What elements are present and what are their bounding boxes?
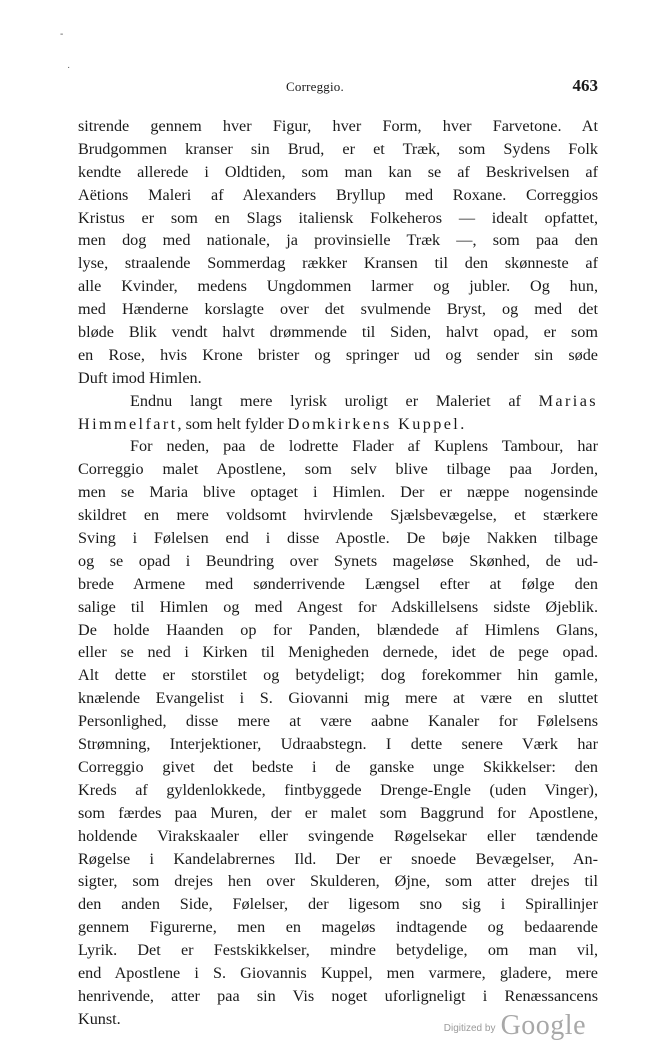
text-line: den anden Side, Følelser, der ligesom sno sig i Spirallinjer: [78, 895, 598, 914]
paragraph-3: [78, 435, 598, 1030]
text-line: De holde Haanden op for Panden, blændede af Himlens Glans,: [78, 620, 598, 639]
text-line: med Hænderne korslagte over det svulmende Bryst, og med det: [78, 300, 598, 319]
page-header: [78, 76, 598, 98]
text-line: Alt dette er storstilet og betydeligt; dog forekommer hin gamle,: [78, 666, 598, 685]
text-line: Personlighed, disse mere at være aabne Kanaler for Følelsens: [78, 712, 598, 731]
text-line: Lyrik. Det er Festskikkelser, mindre betydelige, om man vil,: [78, 941, 598, 960]
text-line: bløde Blik vendt halvt drømmende til Siden, halvt opad, er som: [78, 323, 598, 342]
page-number: 463: [572, 76, 598, 95]
margin-mark: ·: [67, 62, 71, 73]
digitization-watermark: [444, 1010, 586, 1042]
text-line: For neden, paa de lodrette Flader af Kuplens Tambour, har: [130, 437, 598, 456]
text-line: Aëtions Maleri af Alexanders Bryllup med Roxane. Correggios: [78, 185, 598, 204]
watermark-prefix: Digitized by: [443, 1023, 496, 1034]
spaced-emphasis: Himmelfart: [78, 414, 178, 433]
running-title: Correggio.: [286, 79, 344, 94]
paragraph-2: [78, 390, 598, 436]
text-run: .: [460, 414, 465, 433]
text-line: salige til Himlen og med Angest for Adskillelsens sidste Øjeblik.: [78, 597, 598, 616]
text-line: Duft imod Himlen.: [78, 368, 202, 387]
text-line: men dog med nationale, ja provinsielle Træk —, som paa den: [78, 231, 598, 250]
watermark-logo: Google: [500, 1010, 586, 1041]
margin-mark: -: [60, 29, 64, 40]
text-line: end Apostlene i S. Giovannis Kuppel, men varmere, gladere, mere: [78, 963, 598, 982]
text-line: Kristus er som en Slags italiensk Folkeheros — idealt opfattet,: [78, 208, 598, 227]
text-line: Røgelse i Kandelabrernes Ild. Der er snoede Bevægelser, An-: [78, 849, 598, 868]
text-line: Correggio malet Apostlene, som selv blive tilbage paa Jorden,: [78, 460, 598, 479]
text-line: Brudgommen kranser sin Brud, er et Træk, som Sydens Folk: [78, 139, 598, 158]
body-text: [78, 115, 598, 1031]
text-run: Endnu langt mere lyrisk uroligt er Maleriet af: [130, 391, 539, 410]
text-line: gennem Figurerne, men en mageløs indtagende og bedaarende: [78, 918, 598, 937]
spaced-emphasis: Domkirkens Kuppel: [287, 414, 461, 433]
text-line: men se Maria blive optaget i Himlen. Der er næppe nogensinde: [78, 483, 598, 502]
text-line: Kunst.: [78, 1009, 121, 1028]
text-line: og se opad i Beundring over Synets mageløse Skønhed, de ud-: [78, 551, 598, 570]
text-line: [78, 413, 598, 436]
text-line: alle Kvinder, medens Ungdommen larmer og jubler. Og hun,: [78, 277, 598, 296]
text-line: Correggio givet det bedste i de ganske unge Skikkelser: den: [78, 757, 598, 776]
text-line: knælende Evangelist i S. Giovanni mig mere at være en sluttet: [78, 689, 598, 708]
text-line: Strømning, Interjektioner, Udraabstegn. I dette senere Værk har: [78, 735, 598, 754]
text-line: Sving i Følelsen end i disse Apostle. De bøje Nakken tilbage: [78, 529, 598, 548]
text-line: sitrende gennem hver Figur, hver Form, hver Farvetone. At: [78, 117, 598, 135]
paragraph-1: [78, 115, 598, 390]
text-line: som færdes paa Muren, der er malet som Baggrund for Apostlene,: [78, 803, 598, 822]
text-line: brede Armene med sønderrivende Længsel efter at følge den: [78, 574, 598, 593]
text-line: en Rose, hvis Krone brister og springer ud og sender sin søde: [78, 345, 598, 364]
text-line: [78, 390, 598, 413]
text-line: sigter, som drejes hen over Skulderen, Øjne, som atter drejes til: [78, 872, 598, 891]
text-run: , som helt fylder: [177, 414, 288, 433]
text-line: eller se ned i Kirken til Menigheden dernede, idet de pege opad.: [78, 643, 598, 662]
text-line: kendte allerede i Oldtiden, som man kan se af Beskrivelsen af: [78, 162, 598, 181]
text-line: skildret en mere voldsomt hvirvlende Sjælsbevægelse, et stærkere: [78, 506, 598, 525]
text-line: holdende Virakskaaler eller svingende Røgelsekar eller tændende: [78, 826, 598, 845]
spaced-emphasis: Marias: [538, 391, 598, 410]
text-line: lyse, straalende Sommerdag rækker Kransen til den skønneste af: [78, 254, 598, 273]
text-line: henrivende, atter paa sin Vis noget uforligneligt i Renæssancens: [78, 986, 598, 1005]
text-line: Kreds af gyldenlokkede, fintbyggede Drenge-Engle (uden Vinger),: [78, 780, 598, 799]
